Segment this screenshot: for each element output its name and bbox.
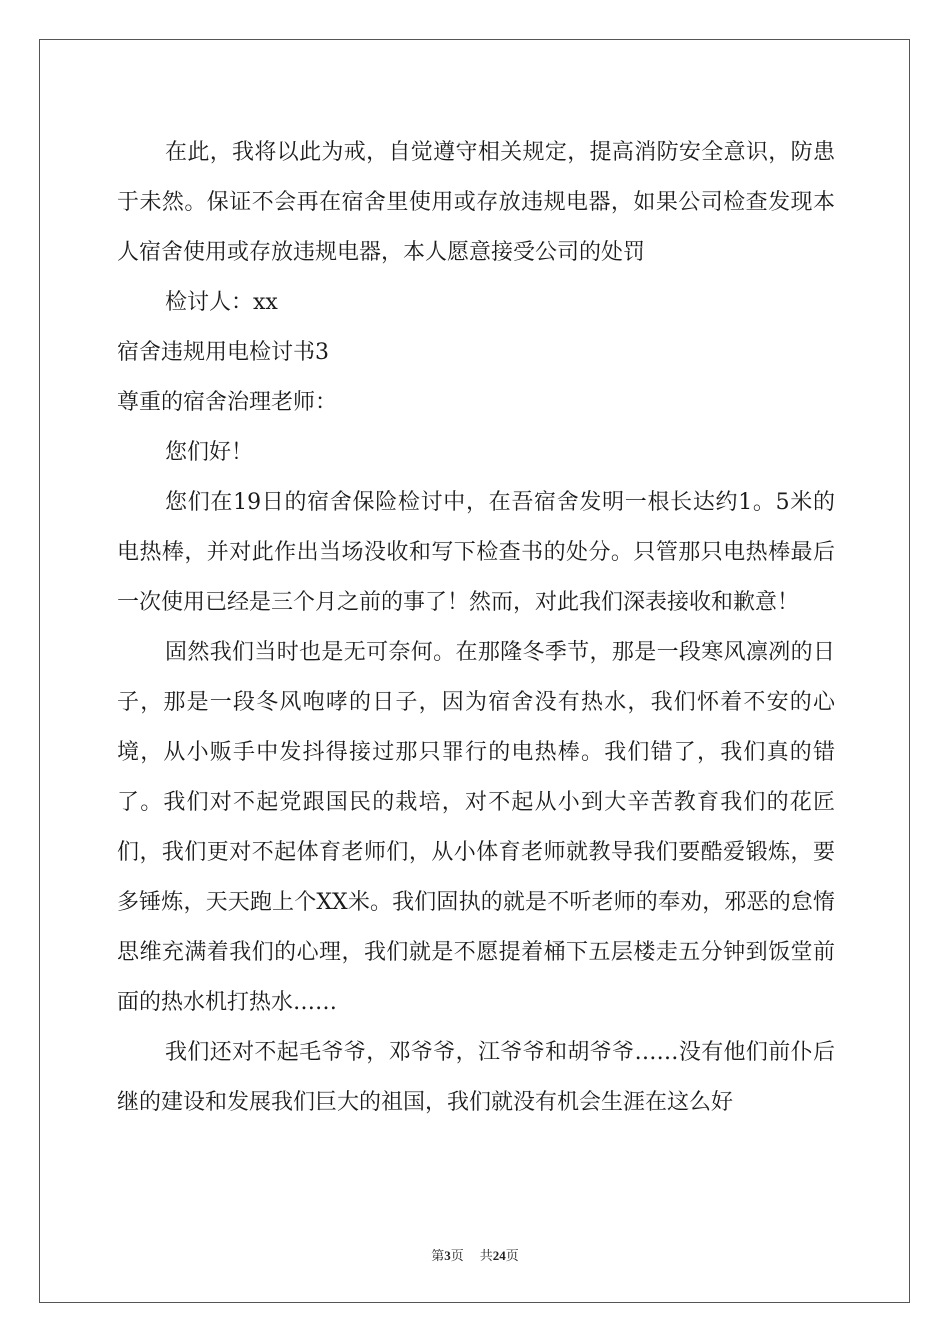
paragraph: 固然我们当时也是无可奈何。在那隆冬季节，那是一段寒风凛冽的日子，那是一段冬风咆哮的日子，因为宿舍没有热水，我们怀着不安的心境，从小贩手中发抖得接过那只罪行的电热棒。我们错了，我们真的错了。我们对不起党跟国民的栽培，对不起从小到大辛苦教育我们的花匠们，我们更对不起体育老师们，从小体育老师就教导我们要酷爱锻炼，要多锤炼，天天跑上个XX米。我们固执的就是不听老师的奉劝，邪恶的怠惰思维充满着我们的心理，我们就是不愿提着桶下五层楼走五分钟到饭堂前面的热水机打热水……	[117, 640, 835, 1015]
signature-line: 检讨人：xx	[165, 290, 278, 315]
paragraph: 我们还对不起毛爷爷，邓爷爷，江爷爷和胡爷爷……没有他们前仆后继的建设和发展我们巨大的祖国，我们就没有机会生涯在这么好	[117, 1040, 835, 1115]
total-suffix: 页	[505, 1248, 519, 1263]
greeting: 您们好！	[165, 440, 254, 465]
page-suffix: 页	[450, 1248, 464, 1263]
page-footer	[0, 1245, 950, 1264]
paragraph: 在此，我将以此为戒，自觉遵守相关规定，提高消防安全意识，防患于未然。保证不会再在宿舍里使用或存放违规电器，如果公司检查发现本人宿舍使用或存放违规电器，本人愿意接受公司的处罚	[117, 140, 835, 265]
salutation: 尊重的宿舍治理老师：	[117, 390, 338, 415]
total-prefix: 共	[479, 1248, 493, 1263]
section-title: 宿舍违规用电检讨书3	[117, 340, 329, 365]
document-body	[117, 128, 835, 1128]
page-number: 3	[444, 1248, 451, 1263]
paragraph: 您们在19日的宿舍保险检讨中，在吾宿舍发明一根长达约1。5米的电热棒，并对此作出当场没收和写下检查书的处分。只管那只电热棒最后一次使用已经是三个月之前的事了！然而，对此我们深表接收和歉意！	[117, 490, 835, 615]
total-pages: 24	[492, 1248, 506, 1263]
page-prefix: 第	[431, 1248, 445, 1263]
